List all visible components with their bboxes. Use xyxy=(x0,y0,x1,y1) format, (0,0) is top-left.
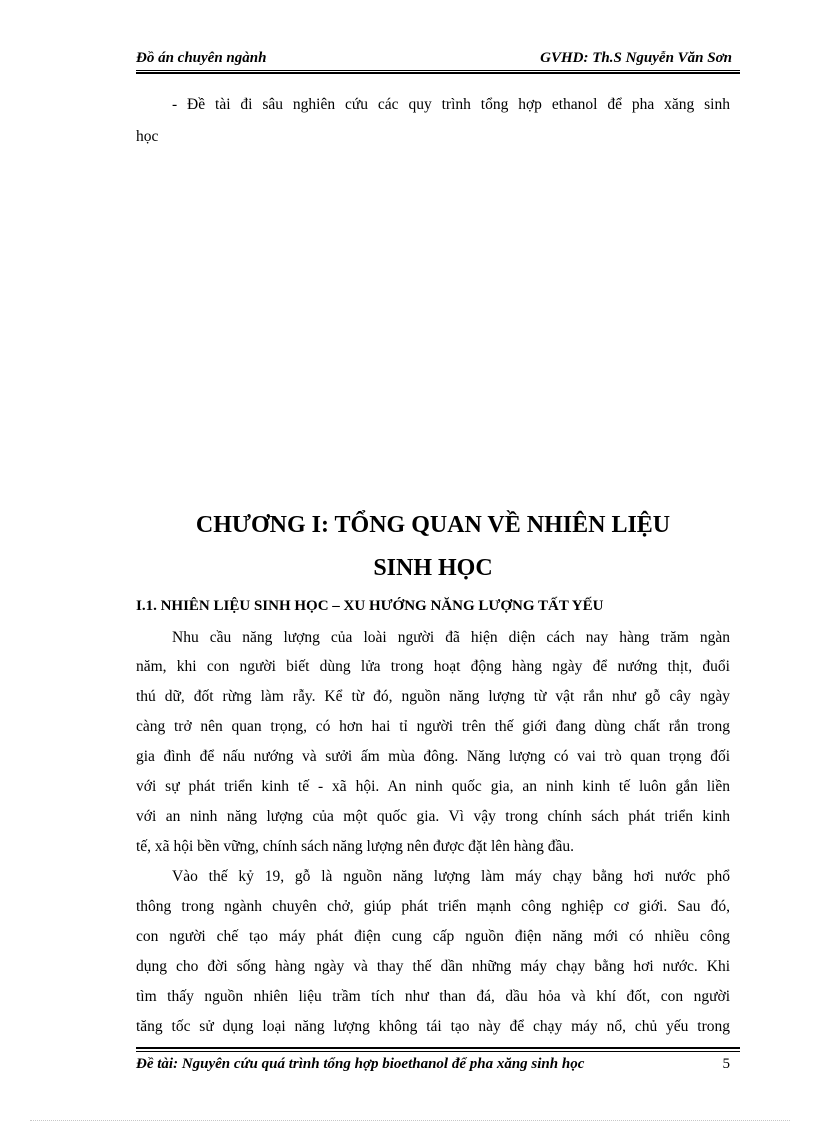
chapter-title-line-1: CHƯƠNG I: TỔNG QUAN VỀ NHIÊN LIỆU xyxy=(195,512,671,538)
paragraph-line: gia đình để nấu nướng và sưởi ấm mùa đông. Năng lượng có vai trò quan trọng đối xyxy=(136,748,730,765)
paragraph-line: với sự phát triển kinh tế - xã hội. An ninh quốc gia, an ninh kinh tế luôn gắn liền xyxy=(136,778,730,795)
footer-rule-thin xyxy=(136,1051,740,1052)
paragraph-line: thông trong ngành chuyên chở, giúp phát triển mạnh công nghiệp cơ giới. Sau đó, xyxy=(136,898,730,915)
paragraph-line: thú dữ, đốt rừng làm rẫy. Kể từ đó, nguồn năng lượng từ vật rắn như gỗ cây ngày xyxy=(136,688,730,705)
paragraph-line: Vào thế kỷ 19, gỗ là nguồn năng lượng làm máy chạy bằng hơi nước phổ xyxy=(172,868,730,885)
intro-line-2: học xyxy=(136,128,159,145)
section-heading: I.1. NHIÊN LIỆU SINH HỌC – XU HƯỚNG NĂNG LƯỢNG TẤT YẾU xyxy=(136,598,604,614)
chapter-title-line-2: SINH HỌC xyxy=(373,555,493,581)
paragraph-line: Nhu cầu năng lượng của loài người đã hiện diện cách nay hàng trăm ngàn xyxy=(172,629,730,646)
paragraph-line: năm, khi con người biết dùng lửa trong hoạt động hàng ngày để nướng thịt, đuổi xyxy=(136,658,730,675)
footer-topic: Đề tài: Nguyên cứu quá trình tổng hợp bioethanol để pha xăng sinh học xyxy=(136,1056,585,1072)
page-number: 5 xyxy=(722,1056,730,1072)
paragraph-line: con người chế tạo máy phát điện cung cấp nguồn điện năng mới có nhiều công xyxy=(136,928,730,945)
paragraph-line: tìm thấy nguồn nhiên liệu trầm tích như than đá, dầu hỏa và khí đốt, con người xyxy=(136,988,730,1005)
page-header xyxy=(136,48,732,70)
paragraph-line: dụng cho đời sống hàng ngày và thay thế dần những máy chạy bằng hơi nước. Khi xyxy=(136,958,730,975)
header-rule-thin xyxy=(136,70,740,71)
header-course-title: Đồ án chuyên ngành xyxy=(136,50,267,66)
paragraph-line: với an ninh năng lượng của một quốc gia. Vì vậy trong chính sách phát triển kinh xyxy=(136,808,730,825)
page-footer xyxy=(136,1056,732,1078)
paragraph-line: càng trở nên quan trọng, có hơn hai tỉ người trên thế giới đang dùng chất rắn trong xyxy=(136,718,730,735)
header-supervisor: GVHD: Th.S Nguyễn Văn Sơn xyxy=(540,50,732,66)
intro-line-1: - Đề tài đi sâu nghiên cứu các quy trình tổng hợp ethanol để pha xăng sinh xyxy=(172,96,730,113)
footer-rule-thick xyxy=(136,1047,740,1049)
paragraph-line: tăng tốc sử dụng loại năng lượng không tái tạo này để chạy máy nổ, chủ yếu trong xyxy=(136,1018,730,1035)
paragraph-line: tế, xã hội bền vững, chính sách năng lượng nên được đặt lên hàng đầu. xyxy=(136,838,575,855)
page-bottom-edge xyxy=(30,1120,790,1122)
header-rule-thick xyxy=(136,72,740,74)
